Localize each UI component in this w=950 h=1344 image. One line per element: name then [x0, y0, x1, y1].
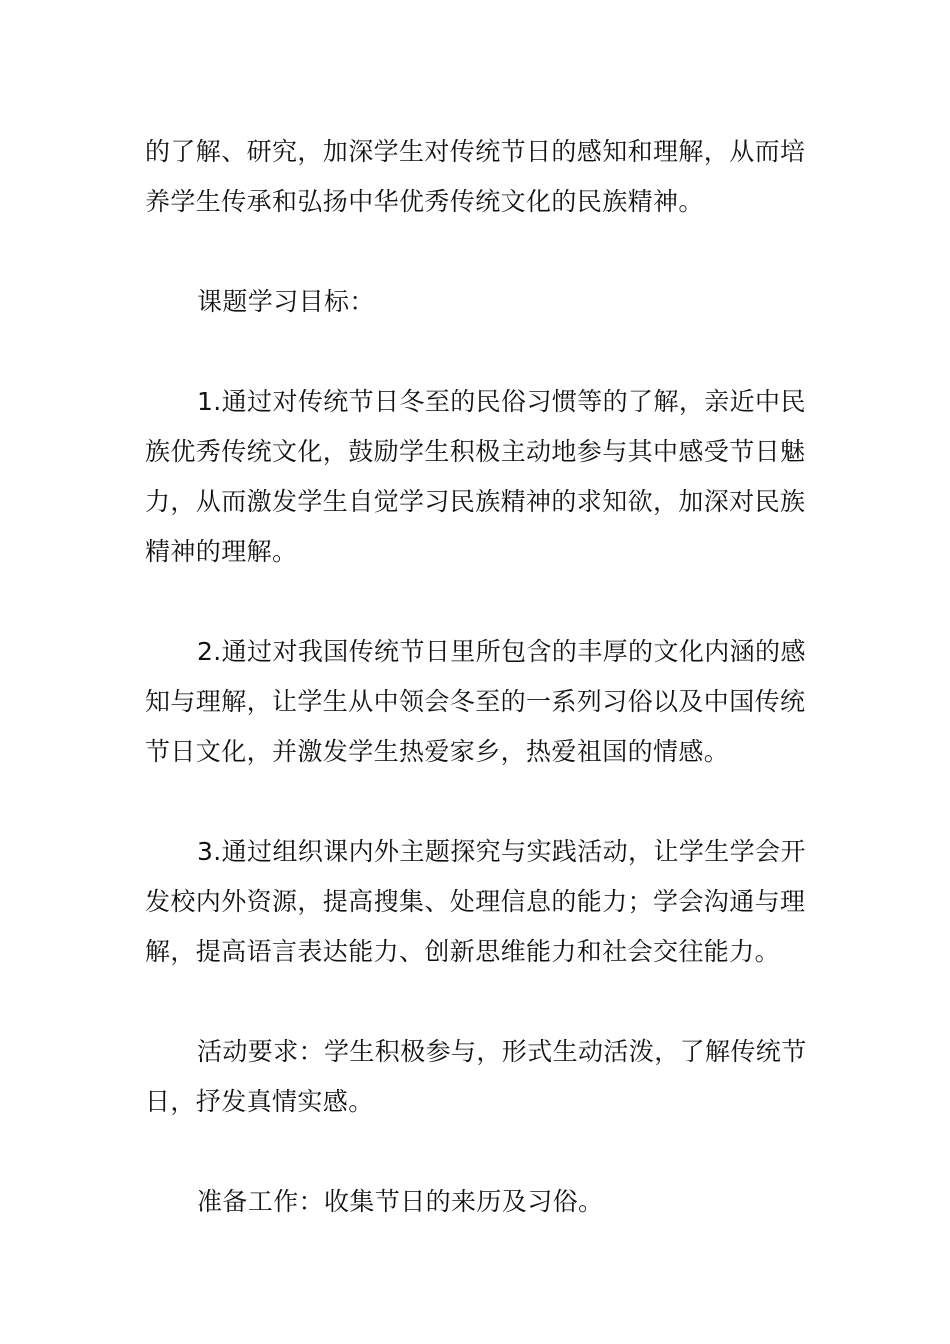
paragraph-intro-continuation: 的了解、研究，加深学生对传统节日的感知和理解，从而培养学生传承和弘扬中华优秀传统文化的民族精神。: [145, 137, 806, 216]
document-body: [145, 127, 810, 1227]
paragraph-objective-1: 1.通过对传统节日冬至的民俗习惯等的了解，亲近中民族优秀传统文化，鼓励学生积极主动地参与其中感受节日魅力，从而激发学生自觉学习民族精神的求知欲，加深对民族精神的理解。: [145, 387, 806, 566]
paragraph-activity-requirements: 活动要求：学生积极参与，形式生动活泼，了解传统节日，抒发真情实感。: [145, 1037, 807, 1116]
paragraph-objective-2: 2.通过对我国传统节日里所包含的丰厚的文化内涵的感知与理解，让学生从中领会冬至的一系列习俗以及中国传统节日文化，并激发学生热爱家乡，热爱祖国的情感。: [145, 637, 806, 766]
paragraph-preparation: 准备工作：收集节日的来历及习俗。: [197, 1187, 604, 1216]
paragraph-objective-3: 3.通过组织课内外主题探究与实践活动，让学生学会开发校内外资源，提高搜集、处理信息的能力；学会沟通与理解，提高语言表达能力、创新思维能力和社会交往能力。: [145, 837, 806, 966]
paragraph-objectives-heading: 课题学习目标：: [197, 287, 375, 316]
